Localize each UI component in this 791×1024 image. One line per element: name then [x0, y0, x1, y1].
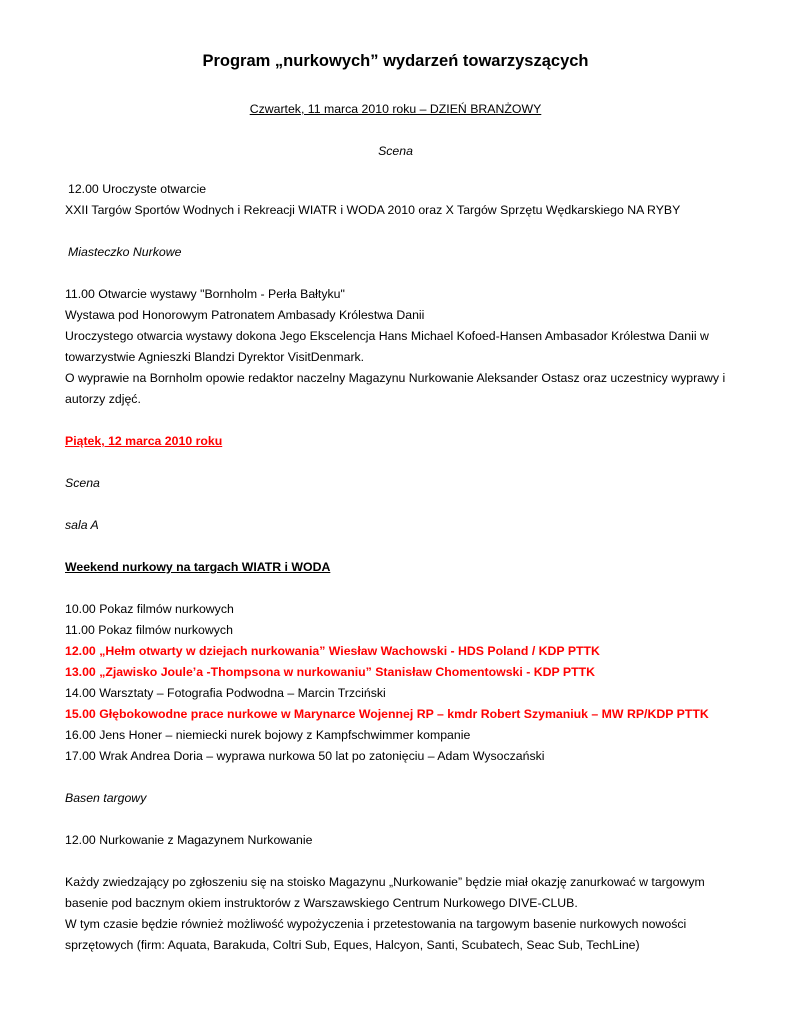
- schedule-item: 14.00 Warsztaty – Fotografia Podwodna – Marcin Trzciński: [65, 686, 386, 700]
- schedule-item: 16.00 Jens Honer – niemiecki nurek bojowy z Kampfschwimmer kompanie: [65, 728, 471, 742]
- day1-line: autorzy zdjęć.: [65, 392, 141, 406]
- schedule-item: 17.00 Wrak Andrea Doria – wyprawa nurkowa 50 lat po zatonięciu – Adam Wysoczański: [65, 749, 545, 763]
- day2-heading: Piątek, 12 marca 2010 roku: [65, 434, 223, 448]
- day1-heading: Czwartek, 11 marca 2010 roku – DZIEŃ BRANŻOWY: [249, 102, 542, 116]
- day1-opening-time: 12.00 Uroczyste otwarcie: [68, 182, 207, 196]
- pool-event: 12.00 Nurkowanie z Magazynem Nurkowanie: [65, 833, 313, 847]
- pool-desc-line: Każdy zwiedzający po zgłoszeniu się na stoisko Magazynu „Nurkowanie” będzie miał okazję zanurkować w targowym: [65, 875, 705, 889]
- schedule-item-highlight: 15.00 Głębokowodne prace nurkowe w Marynarce Wojennej RP – kmdr Robert Szymaniuk – MW RP/KDP PTTK: [65, 707, 709, 721]
- weekend-heading: Weekend nurkowy na targach WIATR i WODA: [65, 560, 331, 574]
- schedule-item: 10.00 Pokaz filmów nurkowych: [65, 602, 234, 616]
- pool-label: Basen targowy: [65, 791, 147, 805]
- pool-desc-line: sprzętowych (firm: Aquata, Barakuda, Coltri Sub, Eques, Halcyon, Santi, Scubatech, Seac Sub, TechLine): [65, 938, 640, 952]
- day1-line: Wystawa pod Honorowym Patronatem Ambasady Królestwa Danii: [65, 308, 425, 322]
- pool-desc-line: W tym czasie będzie również możliwość wypożyczenia i przetestowania na targowym basenie nurkowych nowości: [65, 917, 687, 931]
- day2-room-label: sala A: [65, 518, 99, 532]
- page-title: Program „nurkowych” wydarzeń towarzyszących: [202, 52, 589, 70]
- day1-line: 11.00 Otwarcie wystawy "Bornholm - Perła Bałtyku": [65, 287, 345, 301]
- pool-desc-line: basenie pod bacznym okiem instruktorów z Warszawskiego Centrum Nurkowego DIVE-CLUB.: [65, 896, 578, 910]
- day1-town-label: Miasteczko Nurkowe: [68, 245, 182, 259]
- day2-scene-label: Scena: [65, 476, 100, 490]
- day1-line: towarzystwie Agnieszki Blandzi Dyrektor VisitDenmark.: [65, 350, 365, 364]
- day1-opening-desc: XXII Targów Sportów Wodnych i Rekreacji WIATR i WODA 2010 oraz X Targów Sprzętu Wędkarskiego NA RYBY: [65, 203, 681, 217]
- day1-line: Uroczystego otwarcia wystawy dokona Jego Ekscelencja Hans Michael Kofoed-Hansen Ambasador Królestwa Danii w: [65, 329, 709, 343]
- schedule-item: 11.00 Pokaz filmów nurkowych: [65, 623, 233, 637]
- schedule-item-highlight: 12.00 „Hełm otwarty w dziejach nurkowania” Wiesław Wachowski - HDS Poland / KDP PTTK: [65, 644, 600, 658]
- day1-line: O wyprawie na Bornholm opowie redaktor naczelny Magazynu Nurkowanie Aleksander Ostasz oraz uczestnicy wyprawy i: [65, 371, 726, 385]
- schedule-item-highlight: 13.00 „Zjawisko Joule’a -Thompsona w nurkowaniu” Stanisław Chomentowski - KDP PTTK: [65, 665, 596, 679]
- day1-scene-label: Scena: [378, 144, 413, 158]
